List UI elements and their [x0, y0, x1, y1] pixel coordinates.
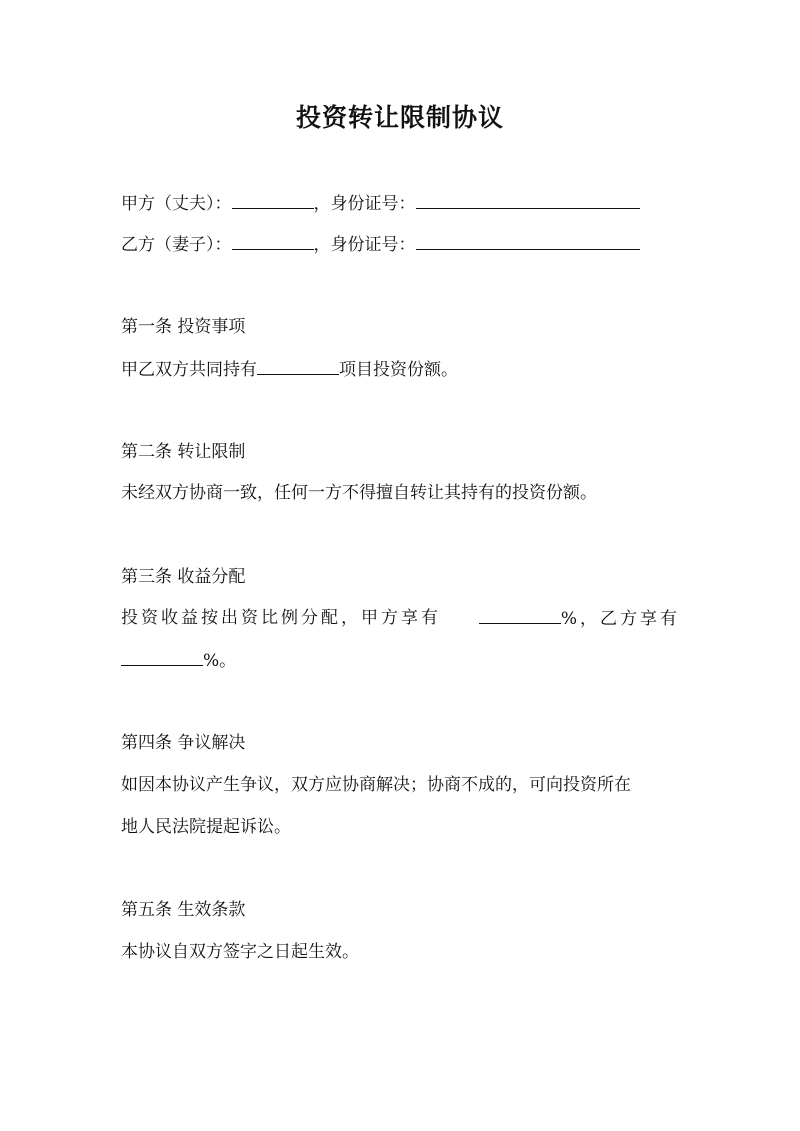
party-a-name-blank	[232, 191, 314, 209]
article1-text-after: 项目投资份额。	[339, 360, 458, 380]
article5-text: 本协议自双方签字之日起生效。	[121, 942, 359, 962]
article4-heading: 第四条 争议解决	[121, 733, 246, 753]
article5-heading: 第五条 生效条款	[121, 900, 246, 920]
party-b-name-blank	[232, 232, 314, 250]
article2-text: 未经双方协商一致，任何一方不得擅自转让其持有的投资份额。	[121, 483, 597, 503]
article3-line2-part: %。	[203, 651, 237, 671]
article1-heading: 第一条 投资事项	[121, 317, 246, 337]
party-a-label: 甲方（丈夫）：	[121, 194, 232, 214]
article3-line1	[121, 606, 680, 631]
article3-line1-rest	[479, 606, 680, 631]
article1-text	[121, 357, 458, 382]
article3-heading: 第三条 收益分配	[121, 567, 246, 587]
article1-text-before: 甲乙双方共同持有	[121, 360, 257, 380]
document-title: 投资转让限制协议	[295, 103, 504, 132]
party-b-id-blank	[416, 232, 640, 250]
article2-heading: 第二条 转让限制	[121, 442, 246, 462]
article3-line1-part1: 投资收益按出资比例分配，甲方享有	[121, 608, 441, 628]
article3-line2	[121, 648, 236, 673]
party-b-id-label: ，身份证号：	[313, 235, 416, 255]
article4-line2: 地人民法院提起诉讼。	[121, 817, 291, 837]
party-a-share-blank	[479, 606, 561, 624]
party-a-id-blank	[416, 191, 640, 209]
party-b-label: 乙方（妻子）：	[121, 235, 232, 255]
article1-project-blank	[257, 357, 339, 375]
article3-line1-part2: %，乙方享有	[560, 609, 680, 629]
party-a-line	[121, 191, 640, 216]
article4-line1: 如因本协议产生争议，双方应协商解决；协商不成的，可向投资所在	[121, 775, 631, 795]
party-a-id-label: ，身份证号：	[313, 194, 416, 214]
party-b-line	[121, 232, 640, 257]
party-b-share-blank	[121, 648, 203, 666]
